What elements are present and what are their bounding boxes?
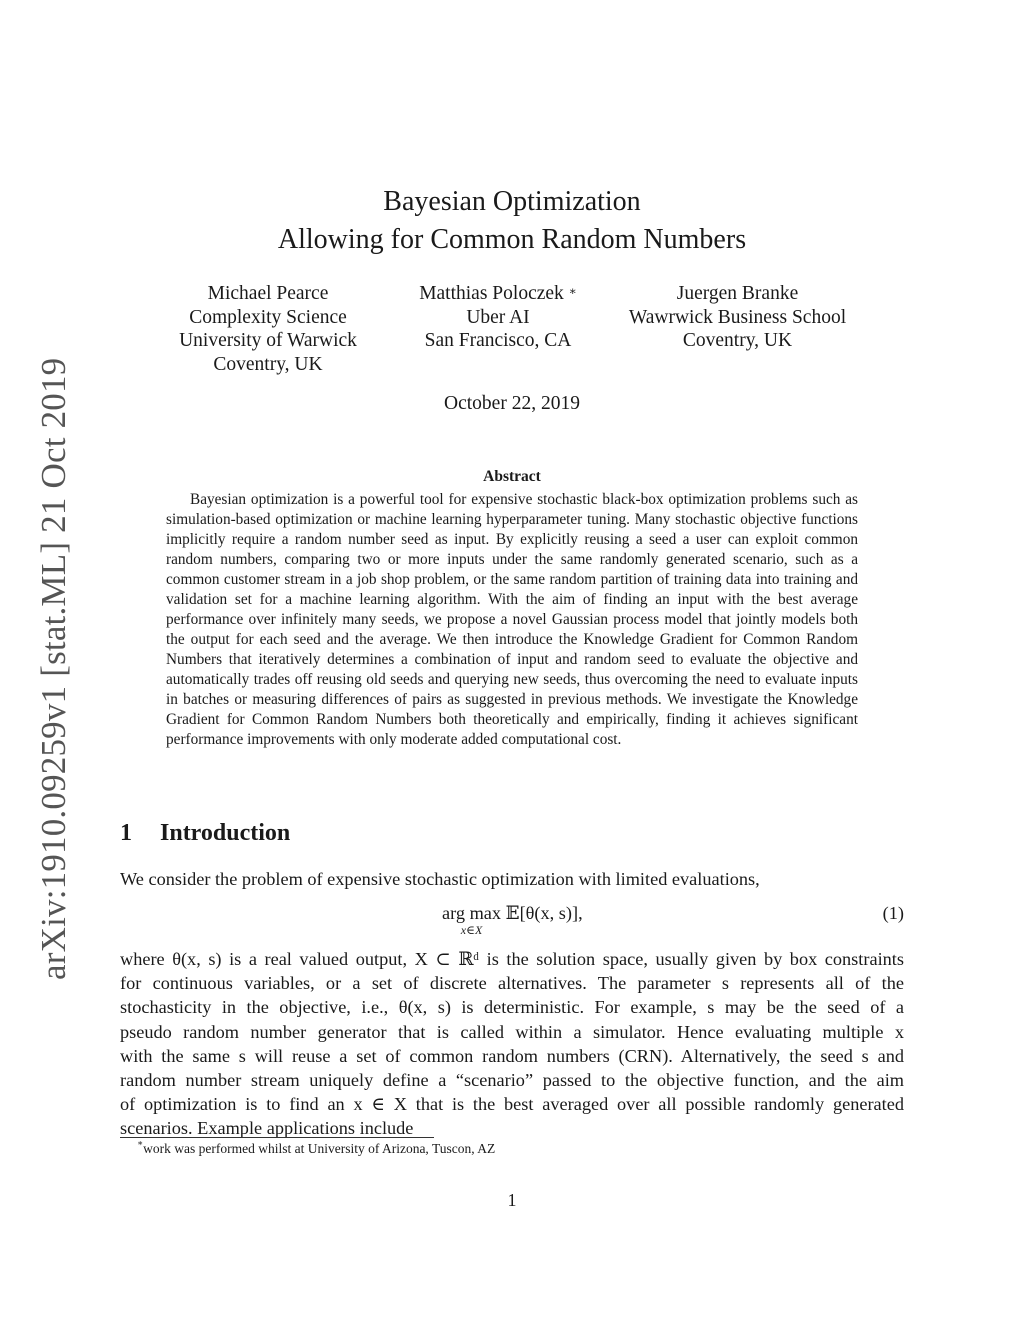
author-affiliation: Coventry, UK	[682, 330, 793, 351]
author-affiliation: Wawrwick Business School	[628, 306, 847, 328]
paper-title	[0, 183, 1024, 259]
body-line: with the same s will reuse a set of common random numbers (CRN). Alternatively, the seed s and	[120, 1045, 904, 1066]
footnote	[137, 1138, 496, 1157]
equation-1	[120, 899, 904, 943]
body-line: of optimization is to find an x ∈ X that is the best averaged over all possible randomly generated	[120, 1094, 904, 1115]
author-affiliation: Coventry, UK	[213, 353, 323, 375]
author-name-row	[385, 282, 611, 306]
intro-sentence: We consider the problem of expensive stochastic optimization with limited evaluations,	[120, 869, 760, 889]
section-title: Introduction	[160, 820, 291, 846]
section-heading	[120, 820, 290, 847]
body-line: for continuous variables, or a set of discrete alternatives. The parameter s represents all of the	[120, 973, 904, 994]
equation-expression: 𝔼[θ(x, s)],	[505, 903, 583, 923]
arxiv-identifier[interactable]: arXiv:1910.09259v1 [stat.ML] 21 Oct 2019	[34, 357, 73, 980]
body-line: pseudo random number generator that is called within a simulator. Hence evaluating multiple x	[120, 1021, 904, 1042]
author-name: Juergen Branke	[676, 283, 799, 304]
body-paragraph	[120, 947, 904, 1141]
footnote-marker[interactable]: ∗	[568, 284, 577, 298]
footnote-mark: ∗	[137, 1138, 144, 1148]
body-line: random number stream uniquely define a “scenario” passed to the objective function, and the aim	[120, 1070, 904, 1091]
author-block-3	[610, 282, 865, 353]
argmax-subscript: x∈X	[460, 923, 483, 937]
argmax-operator: arg max	[442, 903, 502, 923]
equation-number[interactable]: (1)	[882, 903, 904, 923]
page-number: 1	[507, 1190, 517, 1210]
body-line: scenarios. Example applications include	[120, 1118, 414, 1139]
footnote-text: work was performed whilst at University of Arizona, Tuscon, AZ	[143, 1141, 496, 1156]
equation-body	[442, 903, 583, 937]
author-affiliation: San Francisco, CA	[424, 330, 572, 351]
author-name: Michael Pearce	[207, 283, 329, 304]
title-line-2: Allowing for Common Random Numbers	[277, 224, 747, 255]
section-number: 1	[120, 820, 132, 846]
equation-operator	[442, 903, 502, 937]
author-block-2	[385, 282, 611, 353]
author-affiliation: University of Warwick	[179, 330, 357, 351]
abstract-text: Bayesian optimization is a powerful tool for expensive stochastic black-box optimization problems such as simulation-based optimization or machine learning hyperparameter tuning. Many stochastic objective functions implicitly require a random number seed as input. By explicitly reusing a seed a user can exploit common random numbers, comparing two or more inputs under the same randomly generated scenario, such as a common customer stream in a job shop problem, or the same random partition of training data into training and validation set for a machine learning algorithm. With the aim of finding an input with the best average performance over infinitely many seeds, we propose a novel Gaussian process model that jointly models both the output for each seed and the average. We then introduce the Knowledge Gradient for Common Random Numbers that iteratively determines a combination of input and random seed to evaluate the objective and automatically trades off reusing old seeds and querying new seeds, thus overcoming the need to evaluate inputs in batches or measuring differences of pairs as suggested in previous methods. We investigate the Knowledge Gradient for Common Random Numbers both theoretically and empirically, finding it achieves significant performance improvements with only moderate added computational cost.	[166, 491, 858, 748]
paper-date: October 22, 2019	[444, 393, 580, 414]
abstract-heading: Abstract	[483, 468, 541, 485]
title-line-1: Bayesian Optimization	[383, 186, 641, 217]
author-affiliation: Complexity Science	[189, 306, 347, 328]
footnote-divider	[120, 1137, 434, 1138]
author-affiliation: Uber AI	[466, 306, 530, 328]
author-name: Matthias Poloczek	[419, 283, 564, 304]
author-block-1	[148, 282, 388, 376]
body-line: where θ(x, s) is a real valued output, X ⊂ ℝᵈ is the solution space, usually given by box constraints	[120, 949, 904, 969]
body-line: stochasticity in the objective, i.e., θ(x, s) is deterministic. For example, s may be the seed of a	[120, 997, 904, 1018]
